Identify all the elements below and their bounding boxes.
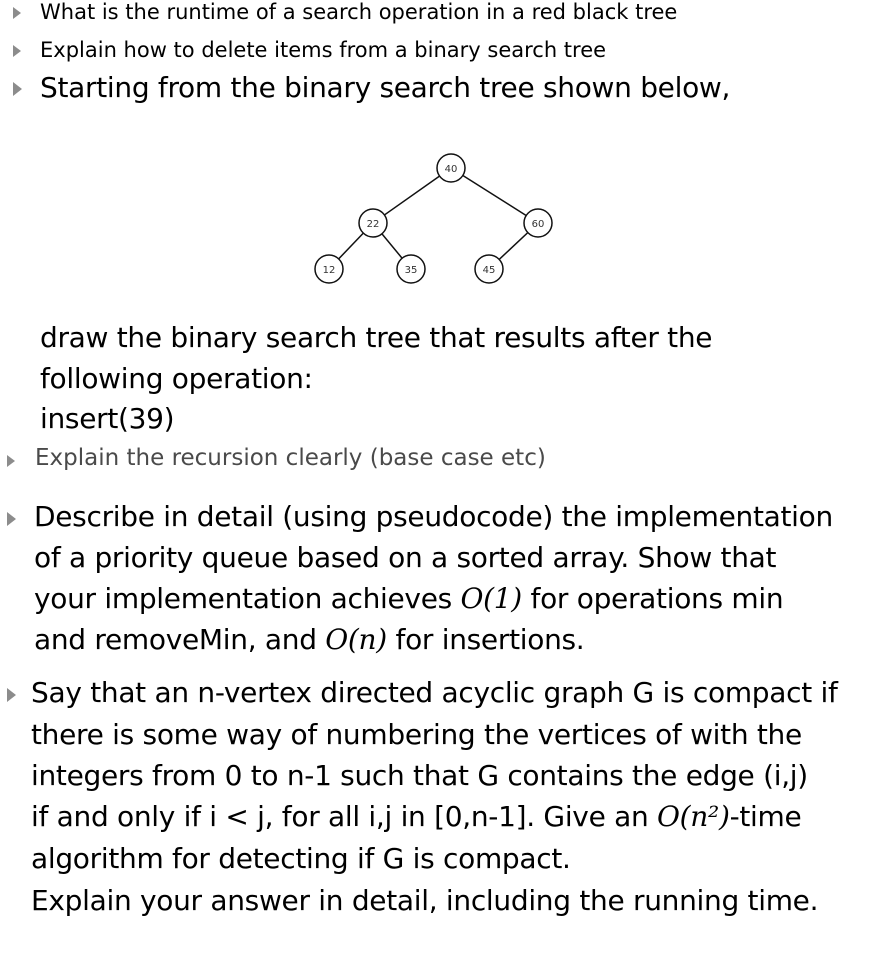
- tree-node-22: [359, 209, 387, 237]
- tree-caption-line-3: insert(39): [40, 402, 175, 435]
- tree-node-60: [524, 209, 552, 237]
- svg-text:60: 60: [531, 219, 545, 230]
- bullet-arrow-icon: [13, 82, 22, 96]
- dag-line-2: there is some way of numbering the vertices of with the: [31, 718, 802, 751]
- question-delete-bst: Explain how to delete items from a binary search tree: [40, 38, 607, 62]
- tree-node-40: [437, 154, 465, 182]
- svg-text:22: 22: [366, 219, 380, 230]
- math-on2: O(n²): [657, 800, 730, 833]
- bullet-arrow-icon: [7, 512, 16, 526]
- math-o1: O(1): [460, 582, 522, 615]
- pq-line-1: Describe in detail (using pseudocode) the implementation: [34, 500, 833, 533]
- svg-text:40: 40: [444, 164, 458, 175]
- bst-diagram: [300, 150, 570, 290]
- tree-caption-line-2: following operation:: [40, 362, 313, 395]
- pq-line-2: of a priority queue based on a sorted array. Show that: [34, 541, 777, 574]
- bullet-arrow-icon: [13, 7, 21, 19]
- svg-text:12: 12: [322, 265, 336, 276]
- tree-node-12: [315, 255, 343, 283]
- dag-line-6: Explain your answer in detail, including the running time.: [31, 884, 819, 917]
- tree-node-35: [397, 255, 425, 283]
- pq-line-3: your implementation achieves O(1) for operations min: [34, 582, 784, 615]
- question-runtime-rb-tree: What is the runtime of a search operation in a red black tree: [40, 0, 678, 24]
- dag-line-1: Say that an n-vertex directed acyclic graph G is compact if: [31, 676, 838, 709]
- tree-node-45: [475, 255, 503, 283]
- question-recursion: Explain the recursion clearly (base case etc): [35, 445, 546, 471]
- dag-line-4: if and only if i < j, for all i,j in [0,n-1]. Give an O(n²)-time: [31, 800, 802, 833]
- dag-line-5: algorithm for detecting if G is compact.: [31, 842, 571, 875]
- dag-line-3: integers from 0 to n-1 such that G contains the edge (i,j): [31, 759, 808, 792]
- svg-text:45: 45: [482, 265, 496, 276]
- bullet-arrow-icon: [7, 455, 15, 467]
- question-bst-intro: Starting from the binary search tree shown below,: [40, 71, 731, 104]
- pq-line-4: and removeMin, and O(n) for insertions.: [34, 623, 585, 656]
- bullet-arrow-icon: [13, 45, 21, 57]
- math-on: O(n): [325, 623, 387, 656]
- tree-caption-line-1: draw the binary search tree that results after the: [40, 321, 713, 354]
- bullet-arrow-icon: [7, 688, 16, 702]
- svg-text:35: 35: [404, 265, 418, 276]
